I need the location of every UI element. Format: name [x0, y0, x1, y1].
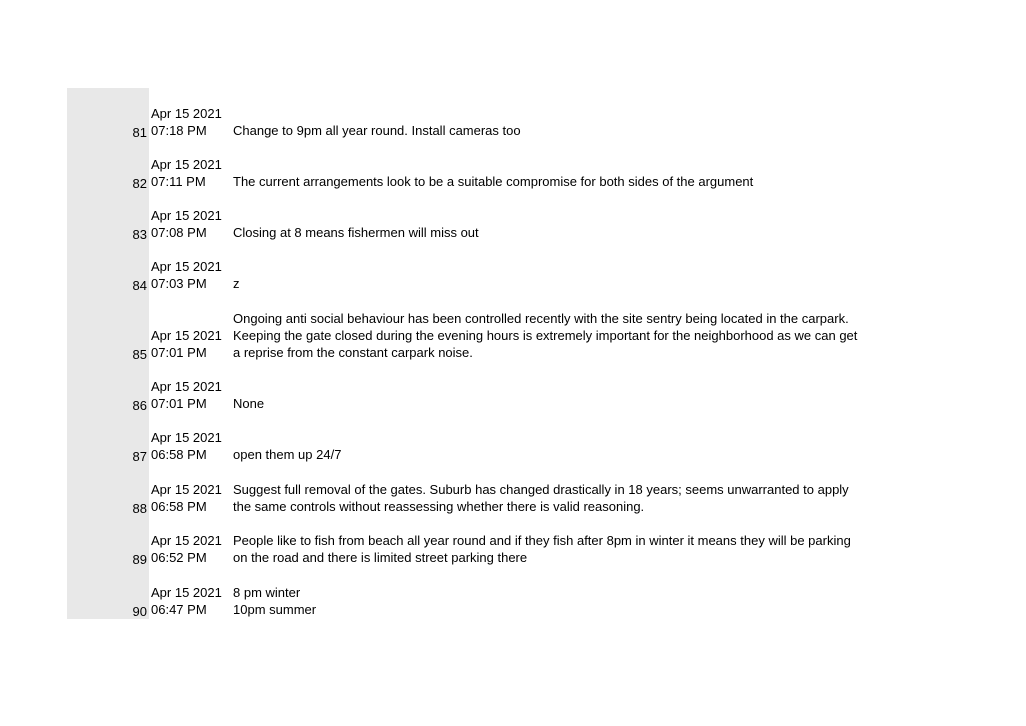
response-date: Apr 15 2021: [151, 533, 222, 548]
response-line: the same controls without reassessing whether there is valid reasoning.: [233, 499, 645, 514]
response-date: Apr 15 2021: [151, 157, 222, 172]
response-text: [233, 532, 933, 566]
response-time: 07:11 PM: [151, 174, 206, 189]
response-datetime: [151, 207, 231, 241]
table-row: [67, 207, 947, 241]
response-date: Apr 15 2021: [151, 208, 222, 223]
response-date: Apr 15 2021: [151, 585, 222, 600]
response-date: Apr 15 2021: [151, 482, 222, 497]
response-time: 07:18 PM: [151, 123, 207, 138]
response-line: on the road and there is limited street parking there: [233, 550, 528, 565]
response-time: 06:47 PM: [151, 602, 207, 617]
table-row: [67, 310, 947, 361]
response-datetime: [151, 481, 231, 515]
response-time: 07:01 PM: [151, 345, 207, 360]
row-number: 82: [132, 176, 147, 191]
response-datetime: [151, 105, 231, 139]
response-datetime: [151, 156, 231, 190]
row-number: 81: [132, 125, 147, 140]
response-time: 07:01 PM: [151, 396, 207, 411]
row-number: 89: [132, 552, 147, 567]
response-text: [233, 395, 933, 412]
table-row: [67, 481, 947, 515]
table-row: [67, 584, 947, 618]
response-text: [233, 122, 933, 139]
response-text: [233, 481, 933, 515]
response-datetime: [151, 258, 231, 292]
response-datetime: [151, 327, 231, 361]
response-time: 06:52 PM: [151, 550, 207, 565]
row-number: 84: [132, 278, 147, 293]
response-line: Closing at 8 means fishermen will miss out: [233, 225, 479, 240]
table-row: [67, 156, 947, 190]
response-time: 07:08 PM: [151, 225, 207, 240]
response-line: 10pm summer: [233, 602, 317, 617]
response-line: z: [233, 276, 240, 291]
response-text: [233, 275, 933, 292]
response-date: Apr 15 2021: [151, 379, 222, 394]
table-row: [67, 429, 947, 463]
response-text: [233, 446, 933, 463]
response-time: 06:58 PM: [151, 499, 207, 514]
response-line: Change to 9pm all year round. Install cameras too: [233, 123, 521, 138]
response-text: [233, 310, 933, 361]
response-text: [233, 584, 933, 618]
response-datetime: [151, 378, 231, 412]
response-line: None: [233, 396, 265, 411]
row-number: 86: [132, 398, 147, 413]
table-row: [67, 378, 947, 412]
response-line: Ongoing anti social behaviour has been controlled recently with the site sentry being located in the carpark.: [233, 311, 849, 326]
response-text: [233, 173, 933, 190]
response-date: Apr 15 2021: [151, 259, 222, 274]
row-number: 90: [132, 604, 147, 619]
response-date: Apr 15 2021: [151, 106, 222, 121]
table-row: [67, 532, 947, 566]
response-line: Suggest full removal of the gates. Suburb has changed drastically in 18 years; seems unwarranted to apply: [233, 482, 849, 497]
response-text: [233, 224, 933, 241]
response-date: Apr 15 2021: [151, 328, 222, 343]
response-time: 06:58 PM: [151, 447, 207, 462]
response-line: 8 pm winter: [233, 585, 301, 600]
response-line: a reprise from the constant carpark noise.: [233, 345, 473, 360]
row-number: 87: [132, 449, 147, 464]
response-time: 07:03 PM: [151, 276, 207, 291]
response-datetime: [151, 532, 231, 566]
response-line: Keeping the gate closed during the evening hours is extremely important for the neighborhood as we can get: [233, 328, 858, 343]
row-number: 83: [132, 227, 147, 242]
table-row: [67, 105, 947, 139]
response-date: Apr 15 2021: [151, 430, 222, 445]
table-row: [67, 258, 947, 292]
response-line: open them up 24/7: [233, 447, 342, 462]
row-number: 88: [132, 501, 147, 516]
row-number: 85: [132, 347, 147, 362]
response-datetime: [151, 429, 231, 463]
response-line: People like to fish from beach all year round and if they fish after 8pm in winter it means they will be parking: [233, 533, 851, 548]
response-datetime: [151, 584, 231, 618]
response-line: The current arrangements look to be a suitable compromise for both sides of the argument: [233, 174, 754, 189]
